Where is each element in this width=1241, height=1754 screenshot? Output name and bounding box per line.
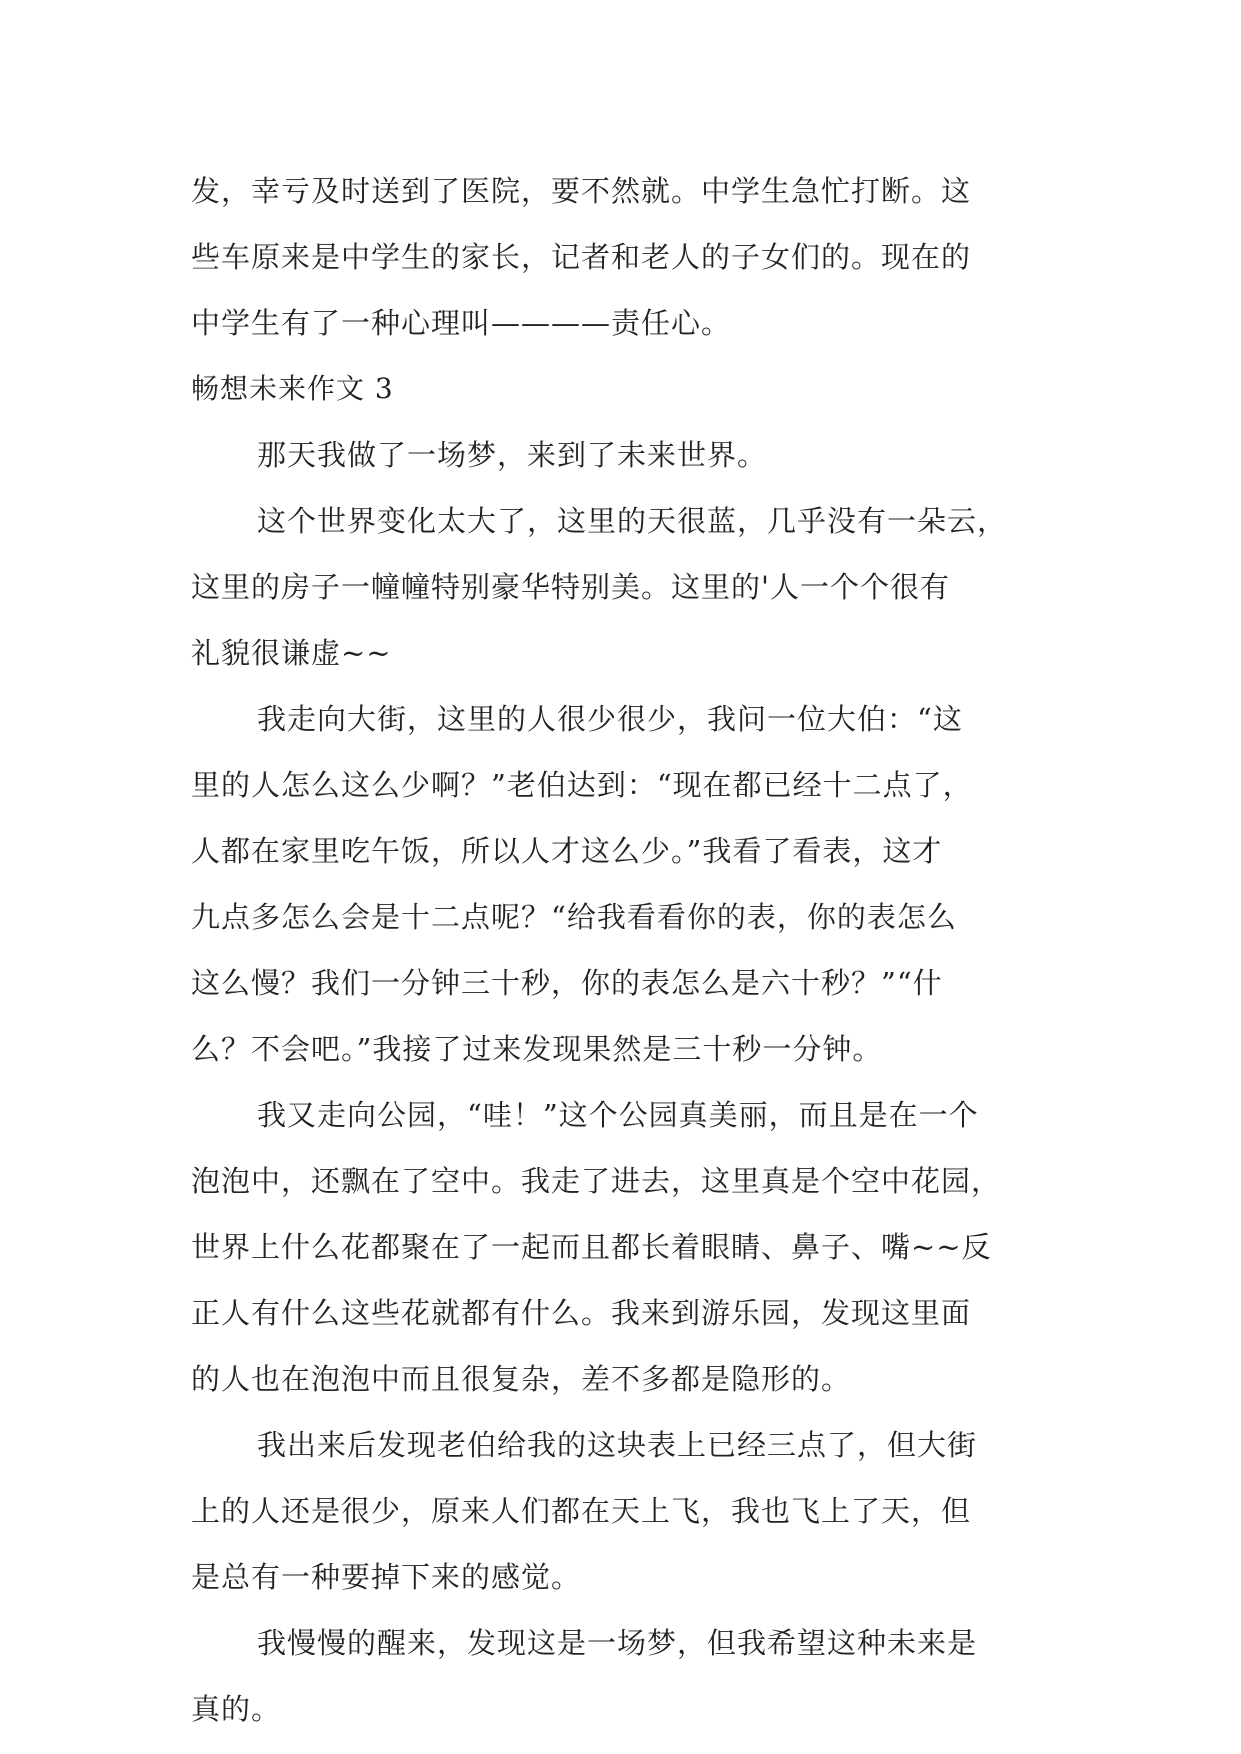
- text-line: 发，幸亏及时送到了医院，要不然就。中学生急忙打断。这: [191, 174, 972, 208]
- text-line: 么？不会吧。”我接了过来发现果然是三十秒一分钟。: [191, 1032, 883, 1066]
- text-line: 礼貌很谦虚~~: [191, 636, 392, 670]
- text-line: 人都在家里吃午饭，所以人才这么少。”我看了看表，这才: [191, 834, 943, 868]
- paragraph-start-line: 那天我做了一场梦，来到了未来世界。: [257, 438, 768, 472]
- text-line: 中学生有了一种心理叫————责任心。: [191, 306, 732, 340]
- paragraph-start-line: 我又走向公园，“哇！”这个公园真美丽，而且是在一个: [257, 1098, 979, 1132]
- text-line: 上的人还是很少，原来人们都在天上飞，我也飞上了天，但: [191, 1494, 972, 1528]
- text-line: 世界上什么花都聚在了一起而且都长着眼睛、鼻子、嘴~~反: [191, 1230, 992, 1264]
- body-text: [191, 158, 1051, 1742]
- text-line: 的人也在泡泡中而且很复杂，差不多都是隐形的。: [191, 1362, 852, 1396]
- text-line: 是总有一种要掉下来的感觉。: [191, 1560, 582, 1594]
- paragraph-start-line: 我慢慢的醒来，发现这是一场梦，但我希望这种未来是: [257, 1626, 978, 1660]
- text-line: 这里的房子一幢幢特别豪华特别美。这里的'人一个个很有: [191, 570, 950, 604]
- section-heading: 畅想未来作文 3: [191, 372, 394, 405]
- text-line: 九点多怎么会是十二点呢？“给我看看你的表，你的表怎么: [191, 900, 957, 934]
- paragraph-start-line: 我出来后发现老伯给我的这块表上已经三点了，但大街: [257, 1428, 978, 1462]
- text-line: 泡泡中，还飘在了空中。我走了进去，这里真是个空中花园，: [191, 1164, 1002, 1198]
- text-line: 些车原来是中学生的家长，记者和老人的子女们的。现在的: [191, 240, 972, 274]
- text-line: 这么慢？我们一分钟三十秒，你的表怎么是六十秒？”“什: [191, 966, 943, 1000]
- paragraph-start-line: 这个世界变化太大了，这里的天很蓝，几乎没有一朵云，: [257, 504, 1008, 538]
- text-line: 正人有什么这些花就都有什么。我来到游乐园，发现这里面: [191, 1296, 972, 1330]
- text-line: 里的人怎么这么少啊？”老伯达到：“现在都已经十二点了，: [191, 768, 973, 802]
- text-line: 真的。: [191, 1692, 282, 1726]
- paragraph-start-line: 我走向大街，这里的人很少很少，我问一位大伯：“这: [257, 702, 963, 736]
